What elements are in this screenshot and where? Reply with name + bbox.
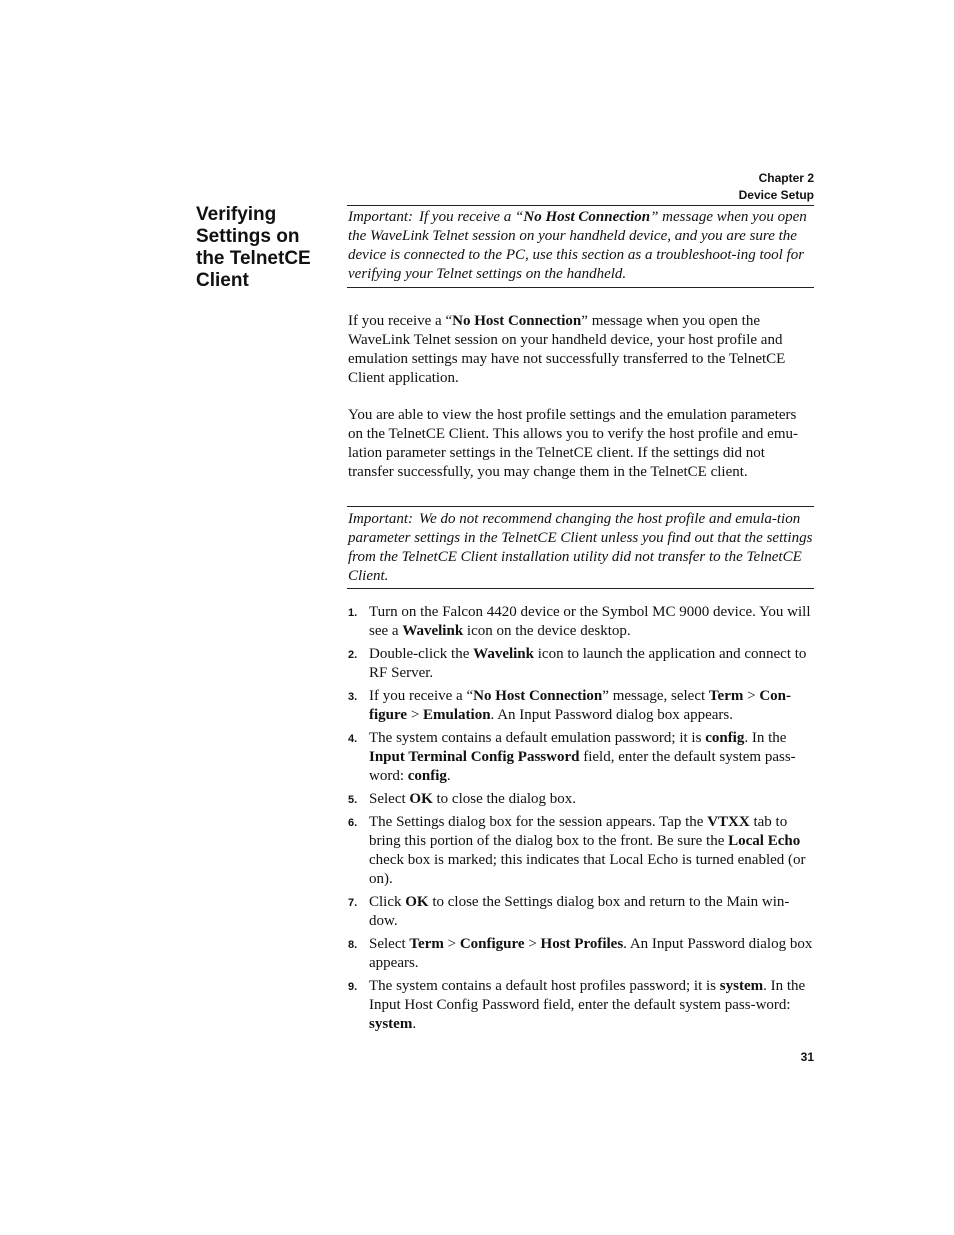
step-number: 4. xyxy=(348,733,358,745)
section-title-line: Settings on xyxy=(196,226,300,247)
note-bold: No Host Connection xyxy=(523,209,651,225)
step-bold: Host Profiles xyxy=(540,936,624,952)
step-bold: config xyxy=(407,768,447,784)
step-number: 8. xyxy=(348,939,358,951)
note-1-bottom-rule xyxy=(347,287,814,288)
step-text: check box is marked; this indicates that Local Echo is turned enabled (or on). xyxy=(369,852,806,887)
step-bold: VTXX xyxy=(707,814,750,830)
important-note-2 xyxy=(348,510,814,586)
step-bold: Configure xyxy=(459,936,525,952)
step-text: > xyxy=(524,936,541,952)
important-note-1 xyxy=(348,208,814,284)
step-bold: system xyxy=(719,978,764,994)
paragraph-2: You are able to view the host profile settings and the emulation parameters on the TelnetCE Client. This allows you to verify the host profile and emu-lation parameter settings in the TelnetCE client. If the settings did not transfer successfully, you may change them in the TelnetCE client. xyxy=(348,407,798,480)
step-text: > xyxy=(443,936,460,952)
step-bold: Con-figure xyxy=(369,688,791,723)
step-number: 3. xyxy=(348,691,358,703)
step-bold: Wavelink xyxy=(473,646,534,662)
step-item xyxy=(348,645,814,683)
step-text: . An Input Password dialog box appears. xyxy=(369,936,813,971)
para-text: ” message when you open the WaveLink Telnet session on your handheld device, your host profile and emulation settings may have not successfully transferred to the TelnetCE Client application. xyxy=(348,313,786,386)
step-bold: config xyxy=(705,730,745,746)
step-number: 2. xyxy=(348,649,358,661)
para-bold: No Host Connection xyxy=(452,313,582,329)
step-text: . In the Input Host Config Password field, enter the default system pass-word: xyxy=(369,978,806,1013)
note-label: Important: xyxy=(348,511,413,527)
step-bold: Wavelink xyxy=(402,623,464,639)
note-label: Important: xyxy=(348,209,413,225)
step-item xyxy=(348,790,814,809)
running-header xyxy=(739,170,814,204)
step-item xyxy=(348,935,814,973)
step-number: 5. xyxy=(348,794,358,806)
step-text: Double-click the xyxy=(369,646,474,662)
step-item xyxy=(348,813,814,889)
procedure-steps xyxy=(348,603,814,1038)
step-bold: Term xyxy=(409,936,444,952)
section-title-line: Client xyxy=(196,270,249,291)
step-text: icon on the device desktop. xyxy=(463,623,631,639)
step-item xyxy=(348,603,814,641)
step-number: 1. xyxy=(348,607,358,619)
step-text: . An Input Password dialog box appears. xyxy=(490,707,734,723)
step-bold: Input Terminal Config Password xyxy=(369,749,580,765)
step-text: icon to launch the application and connect to RF Server. xyxy=(369,646,807,681)
step-text: to close the dialog box. xyxy=(432,791,577,807)
note-2-top-rule xyxy=(347,506,814,507)
section-title-line: Verifying xyxy=(196,204,277,225)
chapter-label: Chapter 2 xyxy=(758,171,814,185)
paragraph-1 xyxy=(348,312,814,388)
note-2-bottom-rule xyxy=(347,588,814,589)
step-bold: OK xyxy=(405,894,429,910)
step-bold: Term xyxy=(708,688,744,704)
section-title xyxy=(196,204,336,292)
step-text: . xyxy=(412,1016,417,1032)
step-text: to close the Settings dialog box and return to the Main win-dow. xyxy=(369,894,790,929)
step-text: Select xyxy=(369,936,410,952)
step-text: > xyxy=(407,707,424,723)
step-text: Turn on the Falcon 4420 device or the Symbol MC 9000 device. You will see a xyxy=(369,604,811,639)
chapter-section: Device Setup xyxy=(738,188,814,202)
section-title-line: the TelnetCE xyxy=(196,248,311,269)
step-text: The system contains a default host profiles password; it is xyxy=(369,978,720,994)
step-item xyxy=(348,729,814,786)
note-text: If you receive a “ xyxy=(419,209,524,225)
para-text: If you receive a “ xyxy=(348,313,453,329)
step-number: 6. xyxy=(348,817,358,829)
step-text: tab to bring this portion of the dialog box to the front. Be sure the xyxy=(369,814,788,849)
step-item xyxy=(348,977,814,1034)
step-item xyxy=(348,893,814,931)
step-bold: OK xyxy=(409,791,433,807)
step-bold: Local Echo xyxy=(728,833,801,849)
note-text: We do not recommend changing the host profile and emula-tion parameter settings in the TelnetCE Client unless you find out that the settings from the TelnetCE Client installation utility did not transfer to the TelnetCE Client. xyxy=(348,511,813,584)
step-bold: Emulation xyxy=(423,707,491,723)
step-bold: No Host Connection xyxy=(473,688,603,704)
step-text: Click xyxy=(369,894,406,910)
step-text: field, enter the default system pass-word: xyxy=(369,749,796,784)
step-number: 9. xyxy=(348,981,358,993)
step-text: . xyxy=(446,768,451,784)
step-bold: system xyxy=(369,1016,413,1032)
page-number: 31 xyxy=(800,1050,814,1064)
step-text: If you receive a “ xyxy=(369,688,474,704)
step-text: The system contains a default emulation password; it is xyxy=(369,730,706,746)
step-text: > xyxy=(743,688,760,704)
header-rule xyxy=(347,205,814,206)
step-item xyxy=(348,687,814,725)
step-text: The Settings dialog box for the session appears. Tap the xyxy=(369,814,708,830)
step-text: Select xyxy=(369,791,410,807)
note-text: ” message when you open the WaveLink Telnet session on your handheld device, and you are sure the device is connected to the PC, use this section as a troubleshoot-ing tool for verifying your Telnet settings on the handheld. xyxy=(348,209,807,282)
step-text: . In the xyxy=(744,730,787,746)
step-number: 7. xyxy=(348,897,358,909)
step-text: ” message, select xyxy=(602,688,709,704)
